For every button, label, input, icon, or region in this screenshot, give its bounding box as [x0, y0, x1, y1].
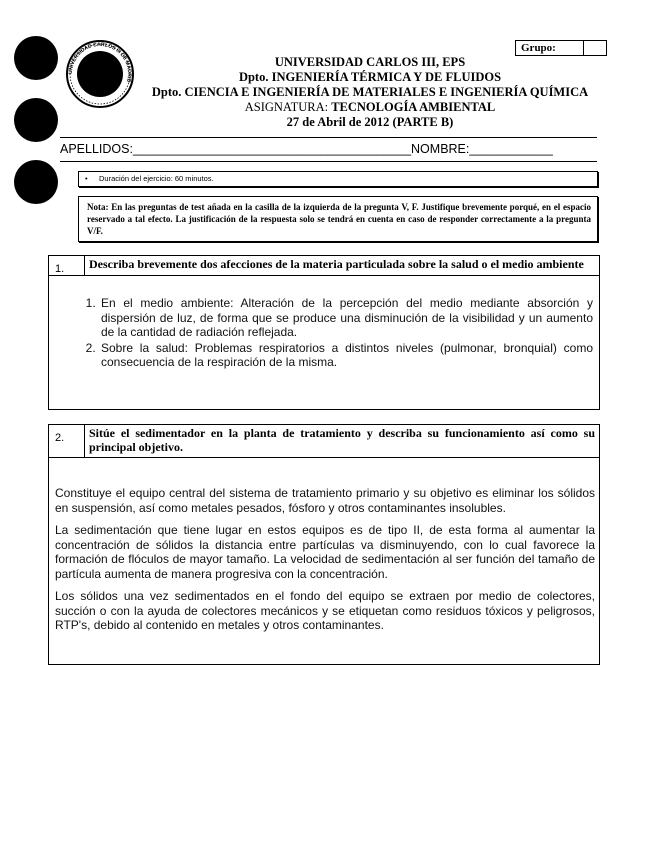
grupo-label: Grupo:: [516, 41, 584, 55]
question-1-box: [48, 255, 600, 410]
department-1: Dpto. INGENIERÍA TÉRMICA Y DE FLUIDOS: [238, 70, 502, 84]
list-item: 1. En el medio ambiente: Alteración de la percepción del medio mediante absorción y dispersión de luz, de forma que se produce una disminución de la visibilidad y un aumento de la cantidad de radiación reflejada.: [99, 296, 593, 340]
subject-label: ASIGNATURA:: [244, 100, 332, 114]
answer-1: [49, 276, 599, 370]
answer-paragraph: La sedimentación que tiene lugar en estos equipos es de tipo II, de esta forma al aumentar la concentración de sólidos la distancia entre partículas va disminuyendo, con lo cual favorece la formación de flóculos de mayor tamaño. La velocidad de sedimentación al ser función del tamaño de partícula aumenta de manera progresiva con la concentración.: [55, 523, 595, 581]
name-divider: [60, 161, 597, 162]
question-2-number: 2.: [49, 425, 85, 457]
grupo-box: [515, 40, 607, 56]
department-2: Dpto. CIENCIA E INGENIERÍA DE MATERIALES E INGENIERÍA QUÍMICA: [151, 85, 589, 99]
duration-text: Duración del ejercicio: 60 minutos.: [99, 174, 214, 183]
seal-text: UNIVERSIDAD CARLOS III DE MADRID: [67, 41, 133, 83]
list-item: 2. Sobre la salud: Problemas respiratorios a distintos niveles (pulmonar, bronquial) como consecuencia de la respiración de la misma.: [99, 341, 593, 370]
punch-hole-top: [14, 36, 58, 80]
answer-paragraph: Los sólidos una vez sedimentados en el fondo del equipo se extraen por medio de colectores, succión o con la ayuda de colectores mecánicos y se etiquetan como residuos tóxicos y peligrosos, RTP's, debido al contenido en metales y otros contaminantes.: [55, 589, 595, 632]
header-divider: [60, 137, 597, 138]
question-2-title: Sitúe el sedimentador en la planta de tratamiento y describa su funcionamiento así como su principal objetivo.: [89, 426, 595, 454]
university-seal-icon: [66, 40, 134, 108]
answer-1-list: [55, 296, 593, 370]
bullet-icon: •: [85, 174, 88, 183]
duration-box: [78, 171, 598, 187]
university-name: UNIVERSIDAD CARLOS III, EPS: [274, 55, 466, 69]
nota-box: Nota: En las preguntas de test añada en la casilla de la izquierda de la pregunta V, F. Justifique brevemente porqué, en el espacio reservado a tal efecto. La justificación de la respuesta solo se tendrá en cuenta en caso de responder correctamente a la pregunta V/F.: [78, 196, 598, 242]
question-1-number: 1.: [49, 256, 85, 275]
question-2-box: [48, 424, 600, 665]
answer-2: [49, 458, 599, 633]
question-2-header: [49, 425, 599, 458]
question-1-header: [49, 256, 599, 276]
punch-hole-bottom: [14, 160, 58, 204]
answer-paragraph: Constituye el equipo central del sistema de tratamiento primario y su objetivo es eliminar los sólidos en suspensión, así como metales pesados, fósforo y otros contaminantes insolubles.: [55, 486, 595, 515]
name-line[interactable]: APELLIDOS:________________________________________NOMBRE:____________: [60, 142, 553, 156]
punch-hole-middle: [14, 98, 58, 142]
grupo-field[interactable]: [584, 41, 606, 55]
question-1-title: Describa brevemente dos afecciones de la materia particulada sobre la salud o el medio ambiente: [89, 257, 584, 271]
exam-date: 27 de Abril de 2012 (PARTE B): [286, 115, 454, 129]
subject-line: [140, 100, 600, 115]
subject-name: TECNOLOGÍA AMBIENTAL: [331, 100, 496, 114]
